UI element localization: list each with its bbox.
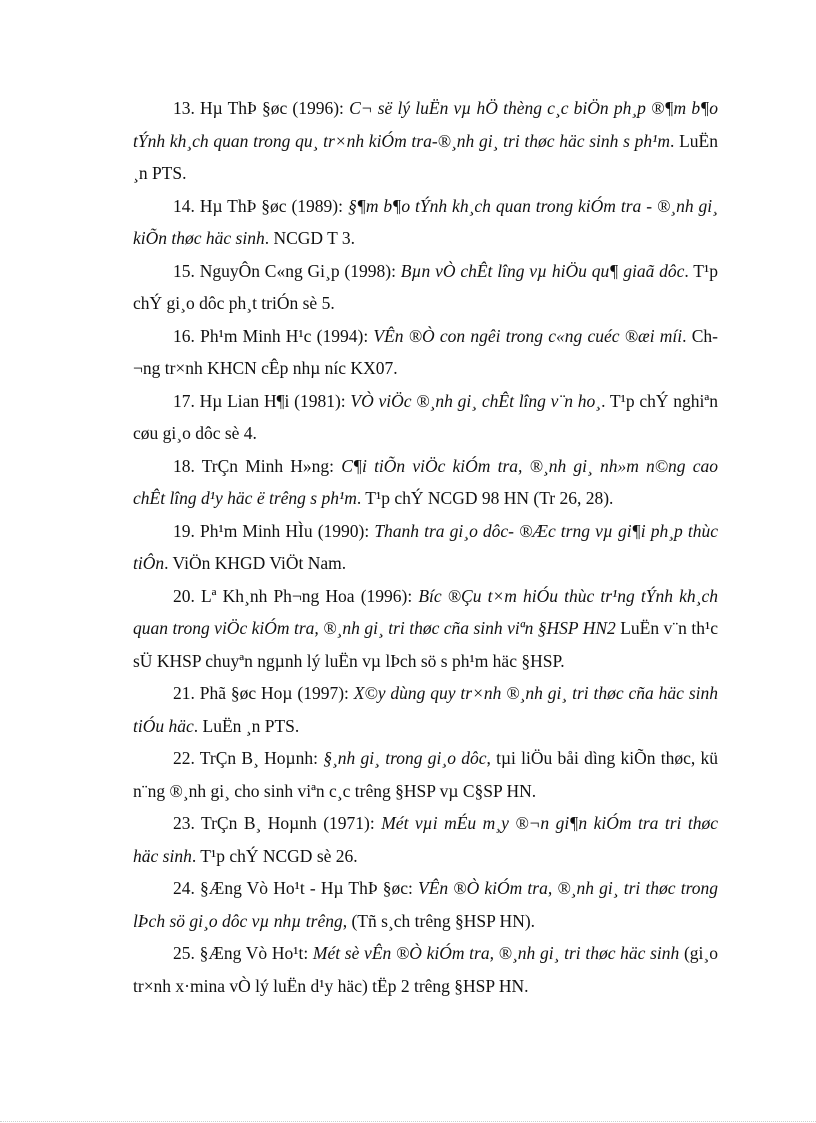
reference-item-19 xyxy=(133,515,718,580)
reference-source: . Ch¬ng tr×nh KHCN cÊp nhµ níc KX07. xyxy=(133,325,718,378)
reference-title: Mét vµi mÉu m¸y ®¬n gi¶n kiÓm tra tri thøc häc sinh xyxy=(133,813,719,866)
reference-author-date: 22. TrÇn B¸ Hoµnh: xyxy=(173,748,324,768)
reference-source: (gi¸o tr×nh x·mina vÒ lý luËn d¹y häc) tËp 2 trêng §HSP HN. xyxy=(133,943,718,996)
reference-list xyxy=(133,92,718,1002)
reference-source: , (Tñ s¸ch trêng §HSP HN). xyxy=(342,910,536,931)
reference-author-date: 25. §Æng Vò Ho¹t: xyxy=(173,943,313,963)
reference-author-date: 15. NguyÔn C«ng Gi¸p (1998): xyxy=(173,260,401,281)
reference-author-date: 23. TrÇn B¸ Hoµnh (1971): xyxy=(173,813,382,833)
reference-item-18 xyxy=(133,450,718,515)
reference-author-date: 14. Hµ ThÞ §øc (1989): xyxy=(173,195,348,216)
reference-source: . LuËn ¸n PTS. xyxy=(193,715,300,736)
reference-source: . T¹p chÝ nghiªn cøu gi¸o dôc sè 4. xyxy=(133,390,718,443)
reference-title: C¬ së lý luËn vµ hÖ thèng c¸c biÖn ph¸p ®¶m b¶o tÝnh kh¸ch quan trong qu¸ tr×nh kiÓm tra-®¸nh gi¸ tri thøc häc sinh s ph¹m xyxy=(133,98,718,151)
page-bottom-divider xyxy=(0,1121,816,1122)
reference-title: VÒ viÖc ®¸nh gi¸ chÊt lîng v¨n ho¸ xyxy=(350,390,602,411)
reference-item-23 xyxy=(133,807,718,872)
reference-item-15 xyxy=(133,255,718,320)
reference-item-13 xyxy=(133,92,718,190)
reference-title: C¶i tiÕn viÖc kiÓm tra, ®¸nh gi¸ nh»m n©ng cao chÊt lîng d¹y häc ë trêng s ph¹m xyxy=(133,455,718,508)
reference-title: X©y dùng quy tr×nh ®¸nh gi¸ tri thøc cña häc sinh tiÓu häc xyxy=(133,683,718,736)
reference-item-25 xyxy=(133,937,718,1002)
reference-item-21 xyxy=(133,677,718,742)
reference-source: LuËn v¨n th¹c sÜ KHSP chuyªn ngµnh lý luËn vµ lÞch sö s ph¹m häc §HSP. xyxy=(133,618,718,671)
reference-author-date: 13. Hµ ThÞ §øc (1996): xyxy=(173,98,350,118)
reference-author-date: 21. Phã §øc Hoµ (1997): xyxy=(173,683,354,703)
reference-source: . NCGD T 3. xyxy=(264,228,355,248)
reference-title: Bíc ®Çu t×m hiÓu thùc tr¹ng tÝnh kh¸ch quan trong viÖc kiÓm tra, ®¸nh gi¸ tri thøc cña sinh viªn §HSP HN2 xyxy=(133,585,718,638)
reference-source: . T¹p chÝ NCGD 98 HN (Tr 26, 28). xyxy=(356,488,614,508)
reference-item-20 xyxy=(133,580,718,678)
reference-title: §¸nh gi¸ trong gi¸o dôc xyxy=(323,748,487,768)
reference-item-16 xyxy=(133,320,718,385)
reference-item-22 xyxy=(133,742,718,807)
reference-author-date: 18. TrÇn Minh H»ng: xyxy=(173,455,342,476)
reference-author-date: 20. Lª Kh¸nh Ph¬ng Hoa (1996): xyxy=(173,585,419,606)
reference-item-14 xyxy=(133,190,718,255)
reference-title: VÊn ®Ò kiÓm tra, ®¸nh gi¸ tri thøc trong lÞch sö gi¸o dôc vµ nhµ trêng xyxy=(133,878,718,931)
reference-source: . ViÖn KHGD ViÖt Nam. xyxy=(164,553,347,573)
reference-source: . T¹p chÝ NCGD sè 26. xyxy=(191,845,358,866)
reference-source: , tµi liÖu båi dìng kiÕn thøc, kü n¨ng ®¸nh gi¸ cho sinh viªn c¸c trêng §HSP vµ C§SP HN. xyxy=(133,748,719,801)
reference-source: . T¹p chÝ gi¸o dôc ph¸t triÓn sè 5. xyxy=(133,260,718,313)
reference-author-date: 24. §Æng Vò Ho¹t - Hµ ThÞ §øc: xyxy=(173,878,418,898)
reference-title: Thanh tra gi¸o dôc- ®Æc trng vµ gi¶i ph¸p thùc tiÔn xyxy=(133,520,719,573)
reference-author-date: 17. Hµ Lian H¶i (1981): xyxy=(173,390,351,411)
reference-item-24 xyxy=(133,872,718,937)
reference-author-date: 19. Ph¹m Minh HÌu (1990): xyxy=(173,520,375,541)
reference-item-17 xyxy=(133,385,718,450)
reference-title: §¶m b¶o tÝnh kh¸ch quan trong kiÓm tra - ®¸nh gi¸ kiÕn thøc häc sinh xyxy=(133,195,718,248)
reference-title: Bµn vÒ chÊt lîng vµ hiÖu qu¶ giaã dôc xyxy=(400,260,685,281)
reference-source: . LuËn ¸n PTS. xyxy=(133,130,718,183)
reference-title: Mét sè vÊn ®Ò kiÓm tra, ®¸nh gi¸ tri thøc häc sinh xyxy=(312,943,680,963)
reference-author-date: 16. Ph¹m Minh H¹c (1994): xyxy=(173,325,374,346)
reference-title: VÊn ®Ò con ngêi trong c«ng cuéc ®æi míi xyxy=(373,325,683,346)
